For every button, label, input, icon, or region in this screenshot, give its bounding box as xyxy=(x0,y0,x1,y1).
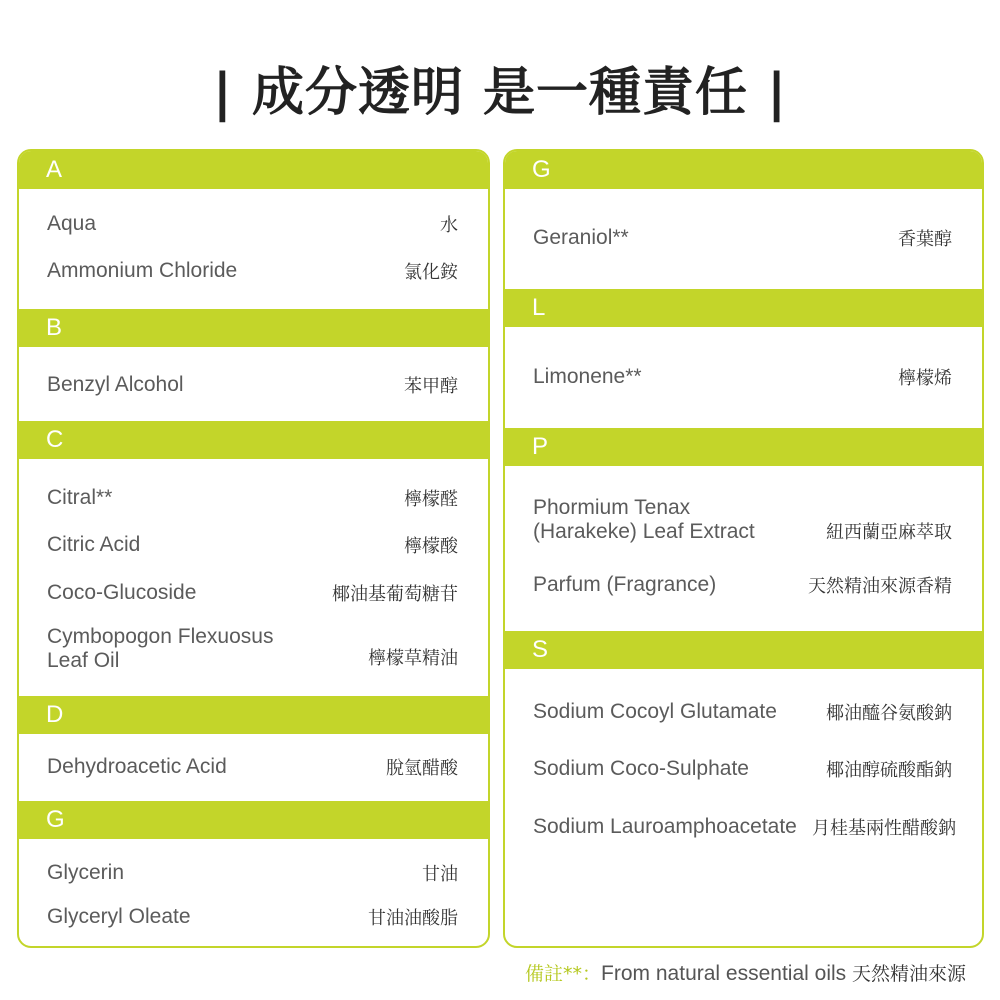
ingredient-name-en-line1: Cymbopogon Flexuosus xyxy=(47,625,274,648)
section-header-c: C xyxy=(19,421,488,459)
ingredient-name-en: Glyceryl Oleate xyxy=(47,905,191,928)
ingredient-row xyxy=(47,860,458,886)
ingredient-row xyxy=(533,814,956,840)
section-header-d: D xyxy=(19,696,488,734)
ingredient-name-en: Coco-Glucoside xyxy=(47,581,197,604)
ingredient-name-zh: 檸檬酸 xyxy=(404,536,458,557)
ingredient-name-en xyxy=(47,625,347,673)
ingredient-row xyxy=(47,532,458,558)
ingredient-name-zh: 檸檬草精油 xyxy=(368,648,458,669)
ingredient-name-en: Glycerin xyxy=(47,861,125,884)
ingredient-row xyxy=(533,496,952,544)
ingredient-name-zh: 水 xyxy=(440,215,458,236)
ingredient-name-zh: 檸檬醛 xyxy=(404,489,458,510)
ingredient-name-zh: 椰油醯谷氨酸鈉 xyxy=(826,703,952,724)
ingredient-name-en-line1: Phormium Tenax xyxy=(533,496,691,519)
ingredient-name-en: Geraniol** xyxy=(533,226,629,249)
section-header-l: L xyxy=(505,289,982,327)
ingredient-name-zh: 天然精油來源香精 xyxy=(808,576,952,597)
ingredient-name-zh: 香葉醇 xyxy=(898,229,952,250)
footnote xyxy=(525,960,966,988)
ingredient-name-zh: 甘油油酸脂 xyxy=(368,908,458,929)
ingredient-row xyxy=(47,372,458,398)
footnote-text: From natural essential oils xyxy=(601,962,852,985)
ingredient-row xyxy=(47,258,458,284)
ingredients-panel-right xyxy=(503,149,984,948)
ingredient-name-en: Parfum (Fragrance) xyxy=(533,573,717,596)
ingredient-name-en xyxy=(533,496,826,544)
ingredient-name-en: Sodium Lauroamphoacetate xyxy=(533,815,797,838)
ingredient-name-en: Limonene** xyxy=(533,365,642,388)
ingredient-name-zh: 椰油基葡萄糖苷 xyxy=(332,584,458,605)
ingredient-row xyxy=(533,699,952,725)
ingredient-name-en: Citral** xyxy=(47,486,113,509)
section-header-p: P xyxy=(505,428,982,466)
ingredient-row xyxy=(47,754,458,780)
footnote-label: 備註**： xyxy=(525,963,602,985)
ingredient-row xyxy=(47,485,458,511)
ingredient-name-en: Benzyl Alcohol xyxy=(47,373,184,396)
ingredient-name-zh: 檸檬烯 xyxy=(898,368,952,389)
ingredient-row xyxy=(47,580,458,606)
ingredient-name-zh: 甘油 xyxy=(422,864,458,885)
section-header-a: A xyxy=(19,151,488,189)
ingredient-name-zh: 氯化銨 xyxy=(404,262,458,283)
ingredient-row xyxy=(47,211,458,237)
ingredient-name-en: Dehydroacetic Acid xyxy=(47,755,227,778)
ingredients-panel-left xyxy=(17,149,490,948)
ingredient-row xyxy=(533,756,952,782)
ingredient-name-en-line2: (Harakeke) Leaf Extract xyxy=(533,520,755,543)
ingredient-name-zh: 月桂基兩性醋酸鈉 xyxy=(812,818,956,839)
ingredient-row xyxy=(47,904,458,930)
section-header-b: B xyxy=(19,309,488,347)
page-title: | 成分透明 是一種責任 | xyxy=(212,63,788,123)
ingredient-row xyxy=(533,572,952,598)
ingredient-name-zh: 紐西蘭亞麻萃取 xyxy=(826,522,952,543)
ingredient-name-en: Sodium Coco-Sulphate xyxy=(533,757,749,780)
ingredient-row xyxy=(533,225,952,251)
ingredient-name-en: Citric Acid xyxy=(47,533,141,556)
section-header-g: G xyxy=(19,801,488,839)
ingredient-name-en: Aqua xyxy=(47,212,97,235)
ingredient-name-en-line2: Leaf Oil xyxy=(47,649,120,672)
ingredient-name-en: Sodium Cocoyl Glutamate xyxy=(533,700,777,723)
ingredient-name-zh: 脫氫醋酸 xyxy=(386,758,458,779)
ingredient-name-zh: 苯甲醇 xyxy=(404,376,458,397)
ingredient-row xyxy=(47,625,458,673)
ingredient-name-zh: 椰油醇硫酸酯鈉 xyxy=(826,760,952,781)
ingredient-row xyxy=(533,364,952,390)
footnote-text-zh: 天然精油來源 xyxy=(851,963,966,985)
section-header-g: G xyxy=(505,151,982,189)
section-header-s: S xyxy=(505,631,982,669)
ingredient-name-en: Ammonium Chloride xyxy=(47,259,238,282)
